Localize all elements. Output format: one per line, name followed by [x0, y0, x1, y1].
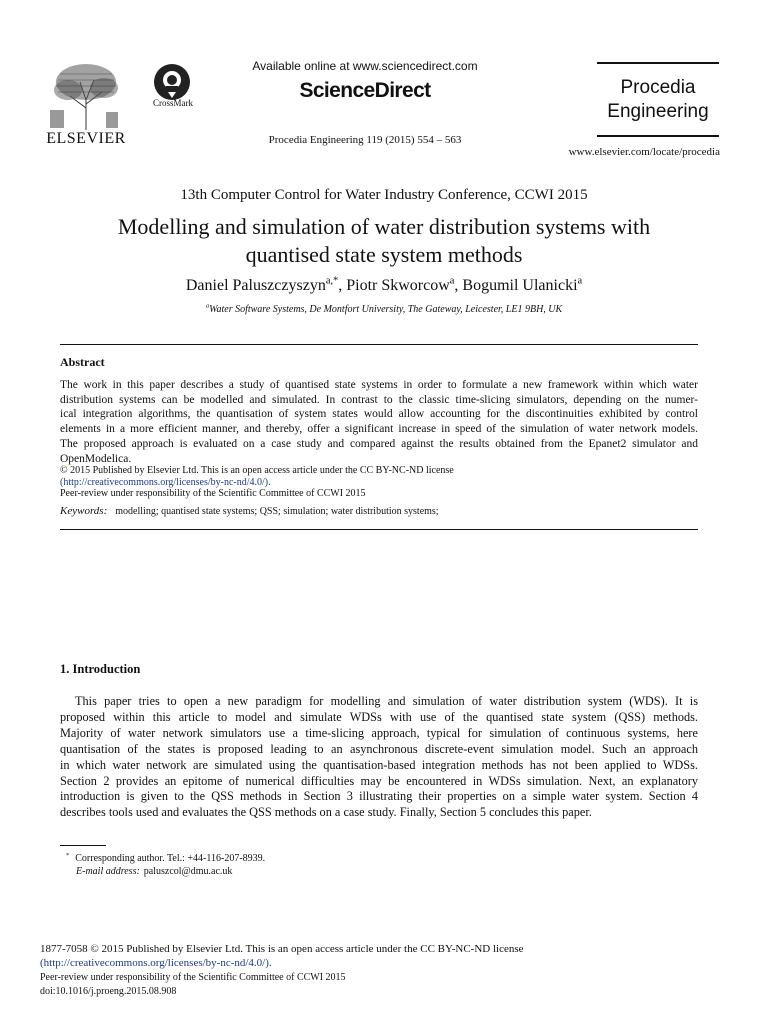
publisher-logo-text: ELSEVIER [46, 130, 126, 147]
abstract-copyright: © 2015 Published by Elsevier Ltd. This is an open access article under the CC BY-NC-ND license [60, 465, 454, 476]
abstract-license-link[interactable]: (http://creativecommons.org/licenses/by-nc-nd/4.0/). [60, 477, 271, 488]
affiliation: $^a$Water Software Systems, De Montfort University, The Gateway, Leicester, LE1 9BH, UK [205, 302, 563, 315]
intro-line: This paper tries to open a new paradigm for modelling and simulation of water distribution system (WDS). It is [75, 694, 698, 708]
author-3: Bogumil Ulanicki$^a$ [462, 275, 583, 294]
author-list [40, 277, 728, 295]
abstract-heading: Abstract [60, 355, 105, 369]
abstract-line: OpenModelica. [60, 452, 132, 465]
intro-line: Majority of water network simulators use a time-slicing approach, typical for simulation of continuous systems, here [60, 725, 698, 740]
email-label: E-mail address: [76, 866, 140, 877]
footnote-email [76, 866, 232, 877]
intro-line: describes tools used and evaluates the QSS methods on a case study. Finally, Section 5 concludes this paper. [60, 805, 592, 820]
crossmark-label: CrossMark [153, 98, 193, 108]
issn-copyright-line: 1877-7058 © 2015 Published by Elsevier Ltd. This is an open access article under the CC BY-NC-ND license [40, 943, 524, 955]
bottom-license-link[interactable]: (http://creativecommons.org/licenses/by-nc-nd/4.0/). [40, 957, 272, 969]
abstract-line: The proposed approach is evaluated on a case study and compared against the results obtained from the Epanet2 simulator and [60, 437, 698, 450]
footnote-rule [60, 845, 106, 846]
intro-line: proposed within this article to model and simulate WDSs with use of the quantised state system (QSS) methods. [60, 709, 698, 724]
conference-name: 13th Computer Control for Water Industry Conference, CCWI 2015 [180, 187, 588, 203]
footnote-mark: * [66, 851, 70, 859]
keywords-text: modelling; quantised state systems; QSS; simulation; water distribution systems; [115, 506, 439, 517]
intro-line: Section 2 provides an epitome of numerical difficulties may be encountered in WDSs simulation. Next, an explanatory [60, 773, 698, 788]
intro-line: introduction is given to the QSS methods in Section 3 illustrating their properties on a simple water system. Section 4 [60, 789, 698, 804]
abstract-peer-review: Peer-review under responsibility of the Scientific Committee of CCWI 2015 [60, 488, 366, 499]
abstract-line: distribution systems can be modelled and simulated. In contrast to the classic time-slicing simulators, depending on the numer- [60, 393, 698, 406]
intro-line: quantisation of the states is proposed leading to an asynchronous discrete-event simulation model. Such an approach [60, 741, 698, 756]
abstract-top-rule [60, 344, 698, 345]
abstract-line: The work in this paper describes a study of quantised state systems in order to formulate a new framework within which water [60, 379, 698, 391]
intro-line: in which water network are simulated using the quantisation-based integration methods has not been applied to WDSs. [60, 757, 698, 772]
introduction-body [60, 694, 698, 821]
section-heading-introduction: 1. Introduction [60, 662, 141, 676]
paper-title-line1: Modelling and simulation of water distribution systems with [117, 214, 651, 239]
keywords-label: Keywords: [60, 505, 108, 517]
available-online-line: Available online at www.sciencedirect.com [252, 59, 478, 73]
elsevier-tree-logo [40, 60, 132, 130]
author-1: Daniel Paluszczyszyn$^{a,*}$, [185, 275, 347, 294]
crossmark-icon [152, 62, 192, 102]
sciencedirect-logo: ScienceDirect [299, 79, 431, 102]
email-address[interactable]: paluszcol@dmu.ac.uk [143, 866, 233, 877]
paper-title-line2: quantised state system methods [245, 242, 523, 267]
author-2: Piotr Skworcow$^a$, [346, 275, 463, 294]
journal-citation: Procedia Engineering 119 (2015) 554 – 563 [268, 134, 462, 146]
journal-block-bottom-rule [597, 135, 719, 137]
journal-block-top-rule [597, 62, 719, 64]
footnote-corresponding: * Corresponding author. Tel.: +44-116-207-8939. [66, 851, 266, 864]
bottom-peer-review: Peer-review under responsibility of the Scientific Committee of CCWI 2015 [40, 972, 346, 983]
doi-line[interactable]: doi:10.1016/j.proeng.2015.08.908 [40, 986, 177, 997]
journal-name-line1: Procedia [620, 77, 696, 98]
journal-url[interactable]: www.elsevier.com/locate/procedia [568, 146, 720, 158]
abstract-line: ical integration algorithms, the quantisation of system states would allow accounting for the discontinuities exhibited by control [60, 408, 698, 421]
abstract-body [60, 378, 698, 466]
journal-name-line2: Engineering [607, 101, 709, 122]
abstract-line: elements in a more efficient manner, and thereby, offer a significant increase in speed of the simulation of water network models. [60, 423, 698, 436]
abstract-bottom-rule [60, 529, 698, 530]
keywords-line [60, 505, 439, 517]
